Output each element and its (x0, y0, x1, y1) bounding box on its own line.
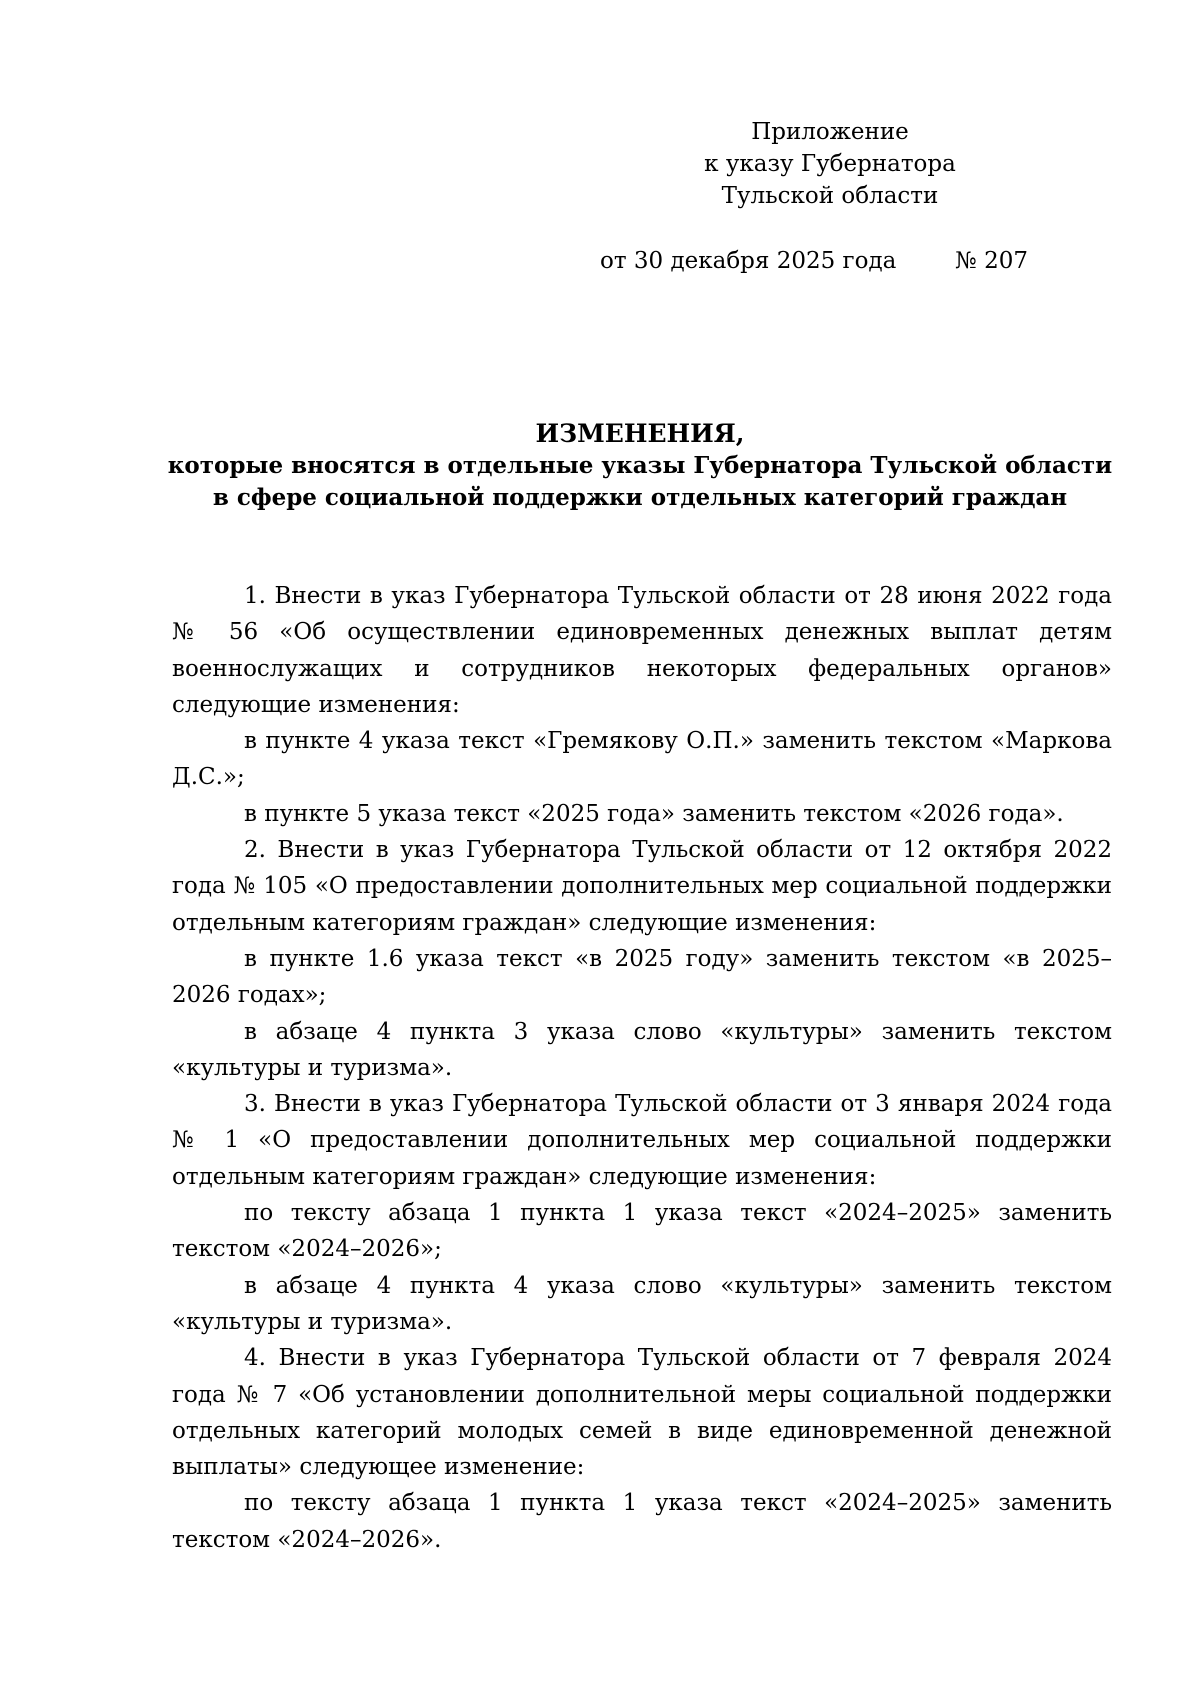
paragraph-1: 1. Внести в указ Губернатора Тульской области от 28 июня 2022 года № 56 «Об осуществлении единовременных денежных выплат детям военнослужащих и сотрудников некоторых федеральных органов» следующие изменения: (172, 583, 1112, 718)
decree-date: от 30 декабря 2025 года (600, 248, 897, 274)
document-body (172, 578, 1112, 1558)
paragraph-11: по тексту абзаца 1 пункта 1 указа текст «2024–2025» заменить текстом «2024–2026». (172, 1490, 1112, 1553)
paragraph-8: по тексту абзаца 1 пункта 1 указа текст «2024–2025» заменить текстом «2024–2026»; (172, 1200, 1112, 1263)
heading-subtitle-line2: в сфере социальной поддержки отдельных категорий граждан (212, 484, 1068, 511)
annex-region: Тульской области (721, 183, 939, 209)
paragraph-9: в абзаце 4 пункта 4 указа слово «культуры» заменить текстом «культуры и туризма». (172, 1272, 1112, 1335)
annex-reference: к указу Губернатора (704, 151, 956, 177)
heading-subtitle-line1: которые вносятся в отдельные указы Губернатора Тульской области (167, 452, 1113, 479)
paragraph-6: в абзаце 4 пункта 3 указа слово «культуры» заменить текстом «культуры и туризма». (172, 1018, 1112, 1081)
annex-block (620, 116, 1040, 212)
paragraph-3: в пункте 5 указа текст «2025 года» заменить текстом «2026 года». (244, 800, 1064, 827)
heading-title: ИЗМЕНЕНИЯ, (535, 419, 745, 448)
paragraph-7: 3. Внести в указ Губернатора Тульской области от 3 января 2024 года № 1 «О предоставлении дополнительных мер социальной поддержки отдельным категориям граждан» следующие изменения: (172, 1091, 1112, 1190)
paragraph-5: в пункте 1.6 указа текст «в 2025 году» заменить текстом «в 2025–2026 годах»; (172, 945, 1112, 1009)
paragraph-4: 2. Внести в указ Губернатора Тульской области от 12 октября 2022 года № 105 «О предоставлении дополнительных мер социальной поддержки отдельным категориям граждан» следующие изменения: (172, 837, 1112, 936)
paragraph-2: в пункте 4 указа текст «Гремякову О.П.» заменить текстом «Маркова Д.С.»; (172, 728, 1112, 791)
paragraph-10: 4. Внести в указ Губернатора Тульской области от 7 февраля 2024 года № 7 «Об установлении дополнительной меры социальной поддержки отдельных категорий молодых семей в виде единовременной денежной выплаты» следующее изменение: (172, 1345, 1112, 1481)
document-heading (110, 418, 1170, 514)
decree-number: № 207 (955, 248, 1028, 274)
annex-title: Приложение (751, 119, 909, 145)
